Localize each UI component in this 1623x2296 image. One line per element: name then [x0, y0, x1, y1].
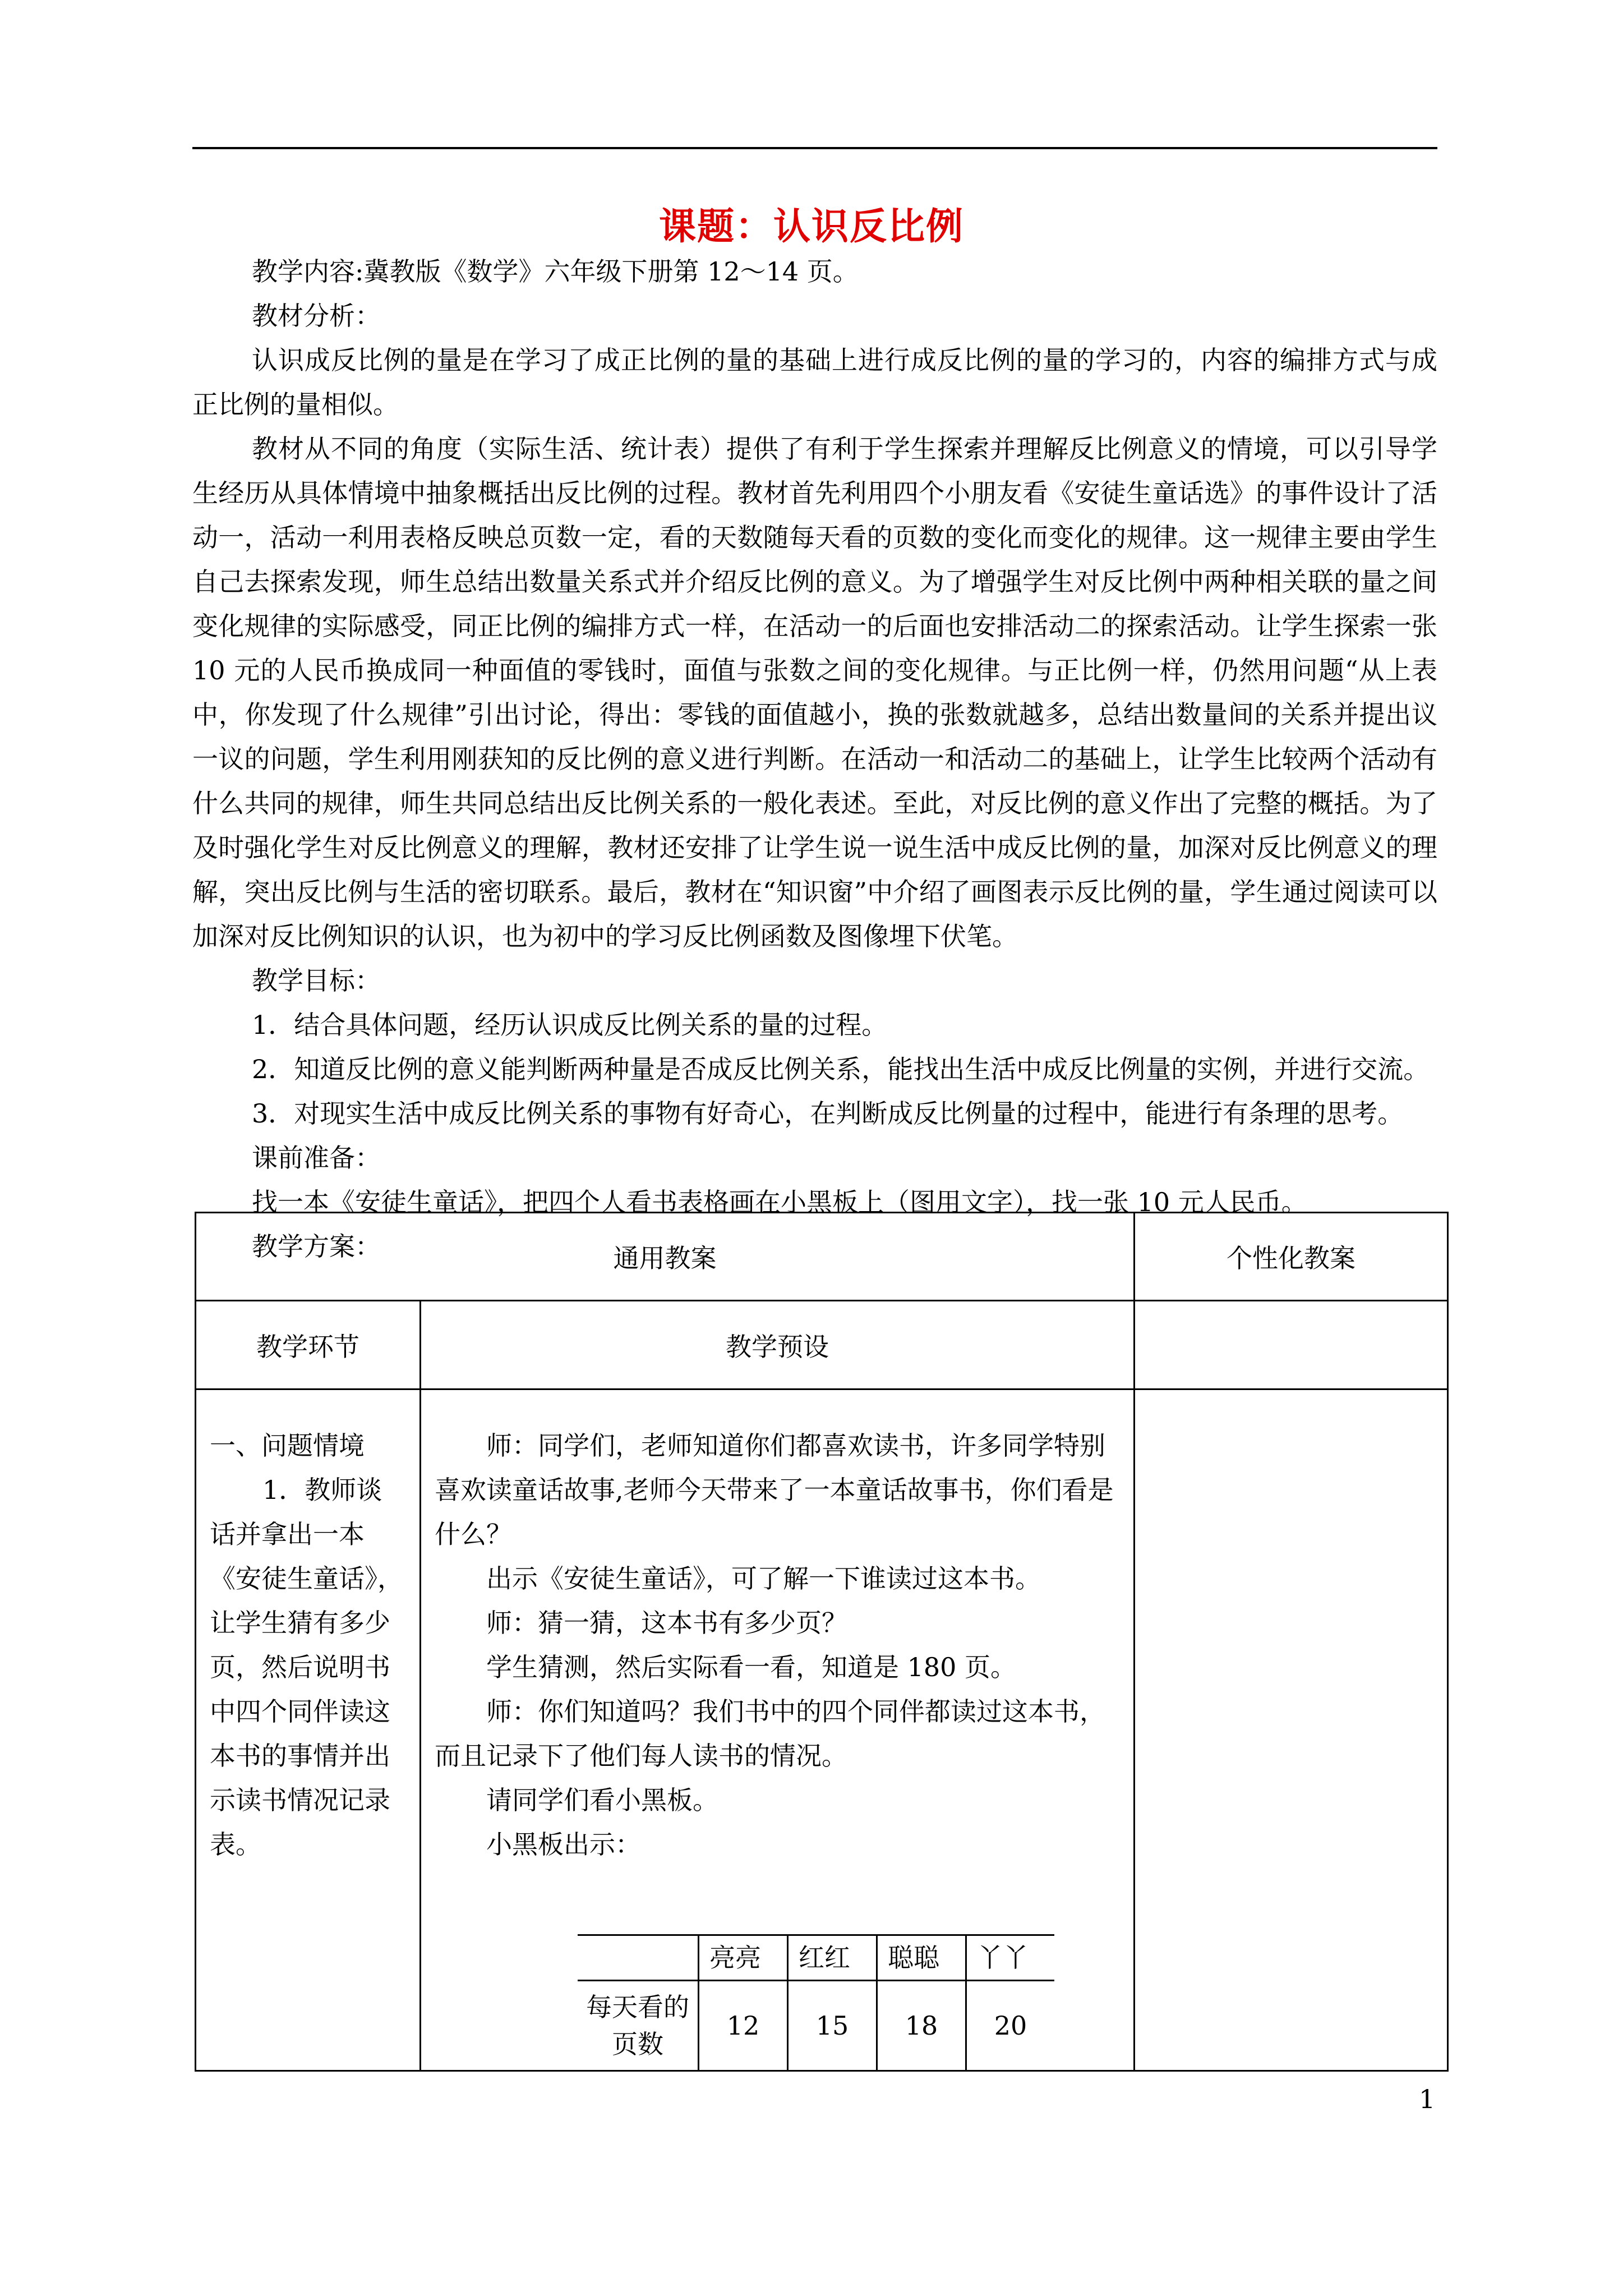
preset-line: 请同学们看小黑板。 [486, 1785, 718, 1815]
paragraph: 课前准备： [252, 1143, 381, 1173]
stage-column-header: 教学环节 [196, 1301, 421, 1389]
paragraph: 教材分析： [252, 301, 381, 331]
paragraph: 找一本《安徒生童话》，把四个人看书表格画在小黑板上（图用文字），找一张 10 元人民币。 [252, 1187, 1307, 1217]
stage-cell [196, 1389, 421, 2071]
preset-line: 学生猜测，然后实际看一看，知道是 180 页。 [486, 1652, 1017, 1682]
paragraph: 3．对现实生活中成反比例关系的事物有好奇心，在判断成反比例量的过程中，能进行有条理的思考。 [252, 1098, 1404, 1129]
stage-description: 1．教师谈话并拿出一本《安徒生童话》，让学生猜有多少页，然后说明书中四个同伴读这本书的事情并出示读书情况记录表。 [210, 1475, 403, 1860]
value-cell: 20 [966, 1981, 1055, 2070]
name-congcong: 聪聪 [877, 1935, 966, 1981]
paragraph: 教学内容:冀教版《数学》六年级下册第 12～14 页。 [252, 256, 859, 287]
paragraph: 认识成反比例的量是在学习了成正比例的量的基础上进行成反比例的量的学习的，内容的编排方式与成正比例的量相似。 [192, 345, 1437, 420]
value-cell: 12 [699, 1981, 788, 2070]
paragraph: 教学方案： [252, 1231, 381, 1262]
row-label-pages-per-day: 每天看的页数 [586, 1992, 689, 2059]
preset-line: 小黑板出示： [486, 1829, 641, 1860]
lesson-plan-table [195, 1212, 1449, 2072]
value-cell: 15 [788, 1981, 877, 2070]
header-rule [192, 147, 1437, 149]
page-title: 课题：认识反比例 [659, 204, 964, 248]
body-text [192, 250, 1437, 1269]
stage-title: 一、问题情境 [210, 1430, 365, 1461]
preset-cell [421, 1389, 1135, 2071]
preset-line: 师：猜一猜，这本书有多少页？ [486, 1608, 847, 1638]
paragraph: 1．结合具体问题，经历认识成反比例关系的量的过程。 [252, 1010, 888, 1040]
personal-plan-body [1135, 1389, 1448, 2071]
paragraph: 教学目标： [252, 965, 381, 996]
preset-line: 师：同学们，老师知道你们都喜欢读书，许多同学特别喜欢读童话故事,老师今天带来了一本童话故事书，你们看是什么？ [435, 1430, 1114, 1549]
preset-line: 出示《安徒生童话》，可了解一下谁读过这本书。 [486, 1563, 1041, 1594]
general-plan-header: 通用教案 [196, 1213, 1135, 1301]
name-honghong: 红红 [788, 1935, 877, 1981]
name-yaya: 丫丫 [966, 1935, 1055, 1981]
personal-plan-header: 个性化教案 [1135, 1213, 1448, 1301]
paragraph: 2．知道反比例的意义能判断两种量是否成反比例关系，能找出生活中成反比例量的实例，并进行交流。 [252, 1054, 1430, 1084]
preset-column-header: 教学预设 [421, 1301, 1135, 1389]
reading-record-table [578, 1934, 1054, 2070]
value-cell: 18 [877, 1981, 966, 2070]
preset-line: 师：你们知道吗？我们书中的四个同伴都读过这本书，而且记录下了他们每人读书的情况。 [435, 1696, 1105, 1771]
corner-cell [578, 1935, 699, 1981]
name-liangliang: 亮亮 [699, 1935, 788, 1981]
paragraph: 教材从不同的角度（实际生活、统计表）提供了有利于学生探索并理解反比例意义的情境，可以引导学生经历从具体情境中抽象概括出反比例的过程。教材首先利用四个小朋友看《安徒生童话选》的事件设计了活动一，活动一利用表格反映总页数一定，看的天数随每天看的页数的变化而变化的规律。这一规律主要由学生自己去探索发现，师生总结出数量关系式并介绍反比例的意义。为了增强学生对反比例中两种相关联的量之间变化规律的实际感受，同正比例的编排方式一样，在活动一的后面也安排活动二的探索活动。让学生探索一张 10 元的人民币换成同一种面值的零钱时，面值与张数之间的变化规律。与正比例一样，仍然用问题“从上表中，你发现了什么规律”引出讨论，得出：零钱的面值越小，换的张数就越多，总结出数量间的关系并提出议一议的问题，学生利用刚获知的反比例的意义进行判断。在活动一和活动二的基础上，让学生比较两个活动有什么共同的规律，师生共同总结出反比例关系的一般化表述。至此，对反比例的意义作出了完整的概括。为了及时强化学生对反比例意义的理解，教材还安排了让学生说一说生活中成反比例的量，加深对反比例意义的理解，突出反比例与生活的密切联系。最后，教材在“知识窗”中介绍了画图表示反比例的量，学生通过阅读可以加深对反比例知识的认识，也为初中的学习反比例函数及图像埋下伏笔。 [192, 434, 1437, 951]
personal-plan-cell [1135, 1301, 1448, 1389]
page-number: 1 [1419, 2084, 1436, 2114]
